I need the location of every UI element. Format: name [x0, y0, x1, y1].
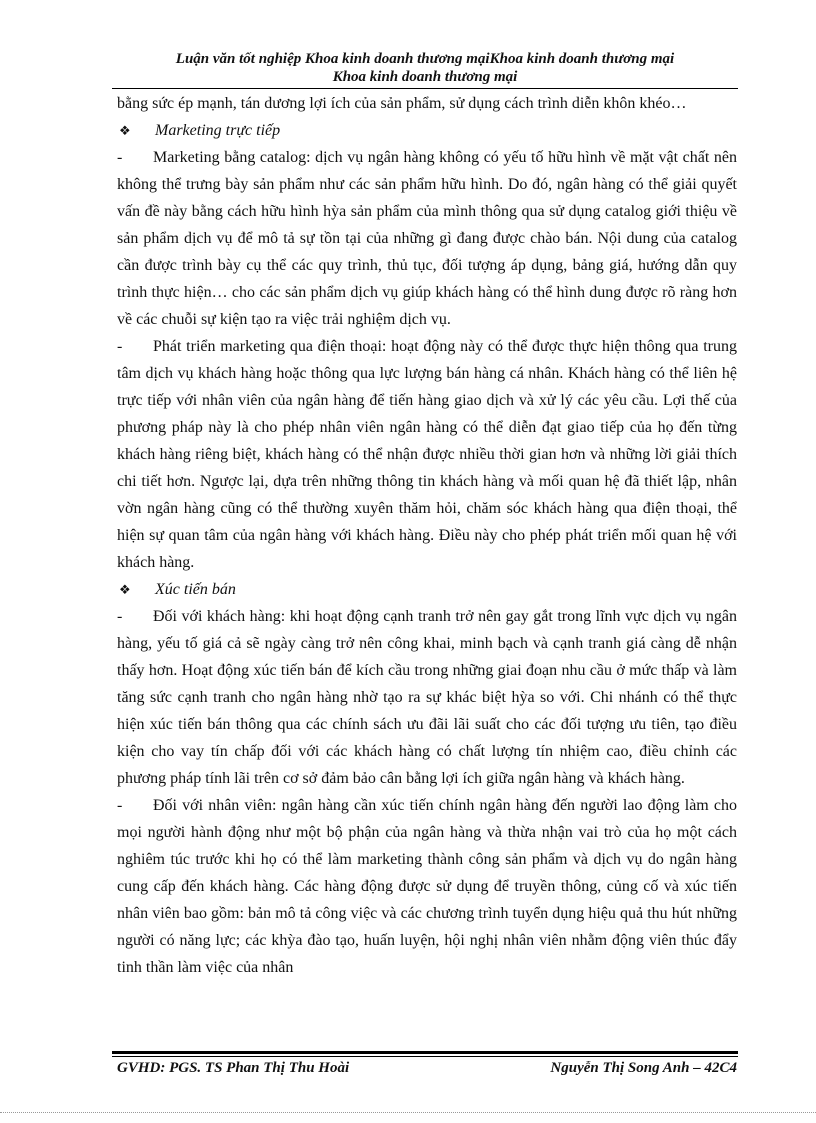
paragraph-text: Phát triển marketing qua điện thoại: hoạt động này có thể được thực hiện thông qua trung tâm dịch vụ khách hàng hoặc thông qua lực lượng bán hàng cá nhân. Khách hàng có thể liên hệ trực tiếp với nhân viên của ngân hàng để tiến hàng giao dịch và xử lý các yêu cầu. Lợi thế của phương pháp này là cho phép nhân viên ngân hàng có thể diễn đạt giao tiếp của họ đến từng khách hàng riêng biệt, khách hàng có thể nhận được nhiều thời gian hơn và những lời giải thích chi tiết hơn. Ngược lại, dựa trên những thông tin khách hàng và mối quan hệ đã thiết lập, nhân vờn ngân hàng cũng có thể thường xuyên thăm hỏi, chăm sóc khách hàng qua điện thoại, thể hiện sự quan tâm của ngân hàng với khách hàng. Điều này cho phép phát triển mối quan hệ với khách hàng.: [117, 338, 737, 571]
advisor-name: GVHD: PGS. TS Phan Thị Thu Hoài: [117, 1060, 350, 1076]
page-header: [112, 50, 738, 86]
paragraph-continuation: bằng sức ép mạnh, tán dương lợi ích của sản phẩm, sử dụng cách trình diễn khôn khéo…: [117, 95, 687, 112]
section-title: Marketing trực tiếp: [155, 122, 281, 139]
dash-marker: -: [117, 149, 123, 166]
paragraph-telemarketing: [117, 333, 737, 576]
dash-marker: -: [117, 797, 123, 814]
paragraph-employees: [117, 792, 737, 981]
paragraph-catalog: [117, 144, 737, 333]
dash-marker: -: [117, 338, 123, 355]
footer-divider-thin: [112, 1056, 738, 1057]
paragraph-text: Marketing bằng catalog: dịch vụ ngân hàng không có yếu tố hữu hình về mặt vật chất nên không thể trưng bày sản phẩm như các sản phẩm hữu hình. Do đó, ngân hàng có thể giải quyết vấn đề này bằng cách hữu hình hỳa sản phẩm của mình thông qua sử dụng catalog giới thiệu về sản phẩm dịch vụ để mô tả sự tồn tại của những gì đang được chào bán. Nội dung của catalog cần được trình bày cụ thể các quy trình, thủ tục, đối tượng áp dụng, bảng giá, hướng dẫn quy trình thực hiện… cho các sản phẩm dịch vụ giúp khách hàng có thể hình dung được rõ ràng hơn về các chuỗi sự kiện tạo ra việc trải nghiệm dịch vụ.: [117, 149, 737, 328]
diamond-bullet-icon: ❖: [119, 582, 131, 597]
header-line-2: Khoa kinh doanh thương mại: [332, 69, 518, 85]
header-line-1: Luận văn tốt nghiệp Khoa kinh doanh thương mạiKhoa kinh doanh thương mại: [175, 51, 675, 67]
section-title: Xúc tiến bán: [155, 581, 236, 598]
header-divider: [112, 88, 738, 89]
dash-marker: -: [117, 608, 123, 625]
diamond-bullet-icon: ❖: [119, 123, 131, 138]
paragraph-text: Đối với khách hàng: khi hoạt động cạnh tranh trở nên gay gắt trong lĩnh vực dịch vụ ngân hàng, yếu tố giá cả sẽ ngày càng trở nên công khai, minh bạch và cạnh tranh giá càng dễ nhận thấy hơn. Hoạt động xúc tiến bán để kích cầu trong những giai đoạn nhu cầu ở mức thấp và làm tăng sức cạnh tranh cho ngân hàng nhờ tạo ra sự khác biệt hỳa so với. Chi nhánh có thể thực hiện xúc tiến bán thông qua các chính sách ưu đãi lãi suất cho các đối tượng ưu tiên, tạo điều kiện cho vay tín chấp đối với các khách hàng có chất lượng tín nhiệm cao, điều chỉnh các phương pháp tính lãi trên cơ sở đảm bảo cân bằng lợi ích giữa ngân hàng và khách hàng.: [117, 608, 737, 787]
body-text: [117, 90, 737, 981]
footer-divider-thick: [112, 1051, 738, 1054]
page-edge-dotted-line: [0, 1112, 816, 1113]
section-heading-direct-marketing: [117, 117, 737, 144]
paragraph-customers: [117, 603, 737, 792]
author-name: Nguyễn Thị Song Anh – 42C4: [550, 1060, 737, 1076]
section-heading-sales-promotion: [117, 576, 737, 603]
paragraph-text: Đối với nhân viên: ngân hàng cần xúc tiến chính ngân hàng đến người lao động làm cho mọi người hành động như một bộ phận của ngân hàng và thừa nhận vai trò của họ một cách nghiêm túc trước khi họ có thể làm marketing thành công sản phẩm và dịch vụ do ngân hàng cung cấp đến khách hàng. Các hàng động được sử dụng để truyền thông, củng cố và xúc tiến nhân viên bao gồm: bản mô tả công việc và các chương trình tuyển dụng hiệu quả thu hút những người có năng lực; các khỳa đào tạo, huấn luyện, hội nghị nhân viên nhằm động viên thúc đẩy tinh thần làm việc của nhân: [117, 797, 737, 976]
